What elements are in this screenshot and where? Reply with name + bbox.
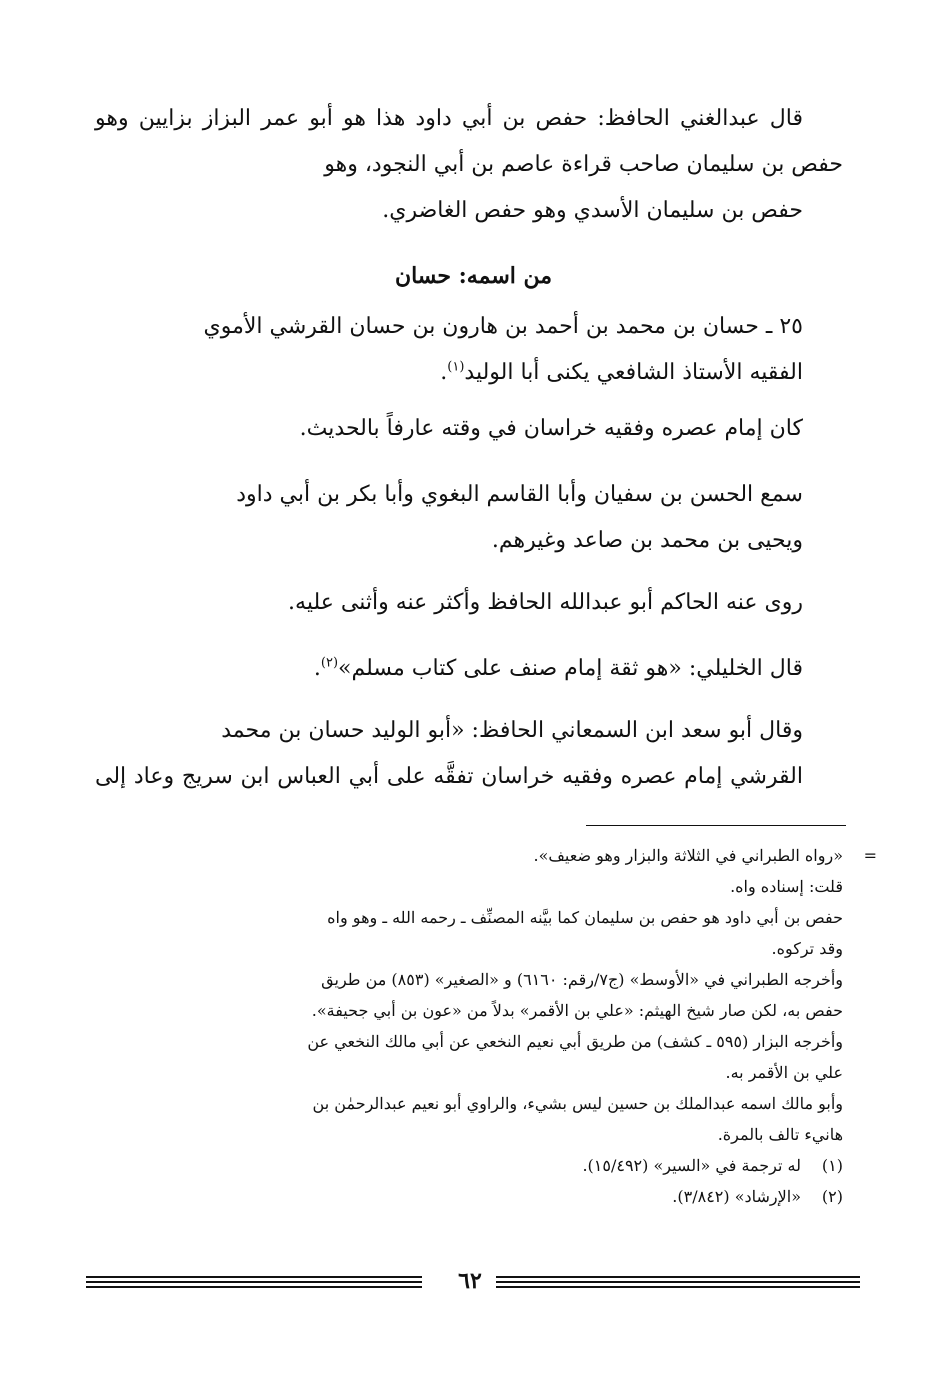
body-p3: روى عنه الحاكم أبو عبدالله الحافظ وأكثر عنه وأثنى عليه.	[288, 590, 803, 615]
entry-last-line: الفقيه الأستاذ الشافعي يكنى أبا الوليد	[464, 360, 803, 385]
page-number: ٦٢	[458, 1268, 482, 1294]
footnote-line: وأبو مالك اسمه عبدالملك بن حسين ليس بشيء، والراوي أبو نعيم عبدالرحمٰن بن	[312, 1094, 843, 1113]
footnote-ref-1: (١)	[447, 359, 465, 375]
footnote-line: علي بن الأقمر به.	[725, 1063, 843, 1082]
body-paragraph-1	[95, 406, 843, 452]
entry-last-line-wrap	[95, 350, 843, 396]
body-p4-end: .	[313, 656, 321, 681]
body-p4-wrap	[95, 646, 843, 692]
intro-last-line: حفص بن سليمان الأسدي وهو حفص الغاضري.	[382, 198, 803, 223]
footnote-line: حفص بن أبي داود هو حفص بن سليمان كما بيَّنه المصنِّف ـ رحمه الله ـ وهو واه	[327, 908, 843, 927]
body-p4: قال الخليلي: «هو ثقة إمام صنف على كتاب مسلم»	[338, 656, 803, 681]
footnote-number: (٢)	[821, 1187, 843, 1206]
body-paragraph-4	[95, 646, 843, 692]
footnote-1	[91, 1150, 843, 1181]
footnote-separator	[586, 825, 846, 826]
footer-rule-left	[86, 1276, 422, 1290]
entry-paragraph	[95, 304, 843, 396]
continuation-mark: =	[863, 846, 877, 865]
footnote-line: وأخرجه البزار (٥٩٥ ـ كشف) من طريق أبي نعيم النخعي عن أبي مالك النخعي عن	[307, 1032, 843, 1051]
intro-paragraph	[95, 96, 843, 234]
body-p2-last: ويحيى بن محمد بن صاعد وغيرهم.	[491, 528, 803, 553]
footnote-line: «رواه الطبراني في الثلاثة والبزار وهو ضعيف».	[533, 846, 843, 865]
footnote-block	[91, 840, 877, 1212]
footnote-text: له ترجمة في «السير» (١٥/٤٩٢).	[582, 1156, 801, 1175]
footnote-text: «الإرشاد» (٣/٨٤٢).	[672, 1187, 801, 1206]
footnote-ref-2: (٢)	[320, 655, 339, 671]
entry-end: .	[440, 360, 448, 385]
footnote-line: وقد تركوه.	[771, 939, 843, 958]
body-p5-line-2: القرشي إمام عصره وفقيه خراسان تفقَّه على أبي العباس ابن سريج وعاد إلى	[95, 764, 803, 789]
body-paragraph-5	[95, 708, 843, 800]
footnote-line: هانيء تالف بالمرة.	[717, 1125, 843, 1144]
footnote-line: قلت: إسناده واه.	[730, 877, 843, 896]
entry-number: ٢٥ ـ	[765, 314, 803, 339]
footnote-number: (١)	[821, 1156, 843, 1175]
footnote-line: حفص به، لكن صار شيخ الهيثم: «علي بن الأقمر» بدلاً من «عون بن أبي جحيفة».	[311, 1001, 843, 1020]
body-paragraph-2	[95, 472, 843, 564]
body-p1: كان إمام عصره وفقيه خراسان في وقته عارفاً بالحديث.	[299, 416, 803, 441]
section-heading: من اسمه: حسان	[394, 263, 553, 289]
footnote-line: وأخرجه الطبراني في «الأوسط» (ج٧/رقم: ٦١٦٠) و «الصغير» (٨٥٣) من طريق	[321, 970, 843, 989]
footnote-2	[91, 1181, 843, 1212]
intro-text: قال عبدالغني الحافظ: حفص بن أبي داود هذا هو أبو عمر البزاز بزايين وهو حفص بن سليمان صاحب قراءة عاصم بن أبي النجود، وهو	[95, 106, 843, 177]
body-p5-line-1: وقال أبو سعد ابن السمعاني الحافظ: «أبو الوليد حسان بن محمد	[221, 718, 803, 743]
footer-rule-right	[496, 1276, 860, 1290]
entry-text: حسان بن محمد بن أحمد بن هارون بن حسان القرشي الأموي	[203, 314, 759, 339]
body-paragraph-3	[95, 580, 843, 626]
body-p2: سمع الحسن بن سفيان وأبا القاسم البغوي وأبا بكر بن أبي داود	[236, 482, 803, 507]
